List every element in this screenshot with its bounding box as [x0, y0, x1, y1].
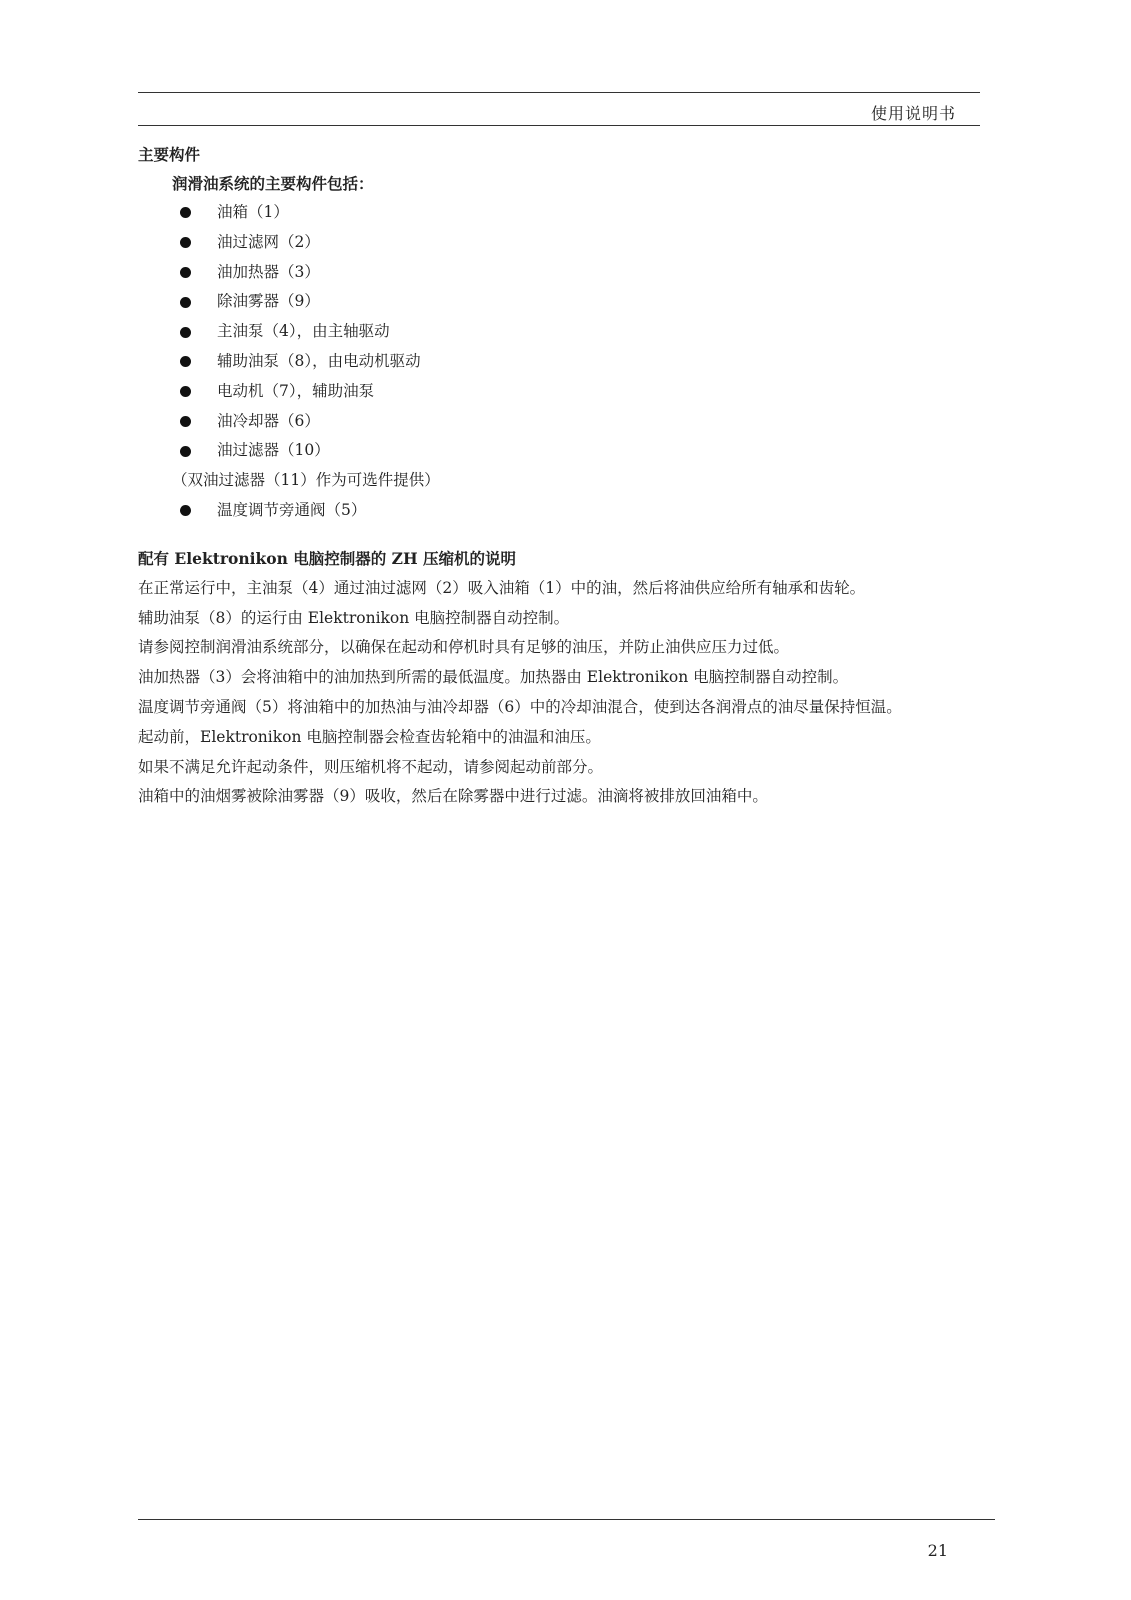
list-item: [138, 258, 998, 288]
list-item-text: 油加热器（3）: [217, 262, 320, 281]
list-item: [138, 198, 998, 228]
list-item-text: 油箱（1）: [217, 203, 289, 221]
list-item: [138, 317, 998, 347]
paragraph: 辅助油泵（8）的运行由 Elektronikon 电脑控制器自动控制。: [138, 608, 570, 627]
list-item-text: 油过滤器（10）: [217, 441, 330, 460]
bullet-icon: [180, 327, 191, 338]
list-item: [138, 436, 998, 466]
header-title: 使用说明书: [870, 104, 956, 123]
list-item-text: 辅助油泵（8），由电动机驱动: [217, 351, 421, 370]
header-bottom-rule: [138, 125, 980, 126]
list-item: [138, 377, 998, 407]
bullet-icon: [180, 505, 191, 516]
page-number: 21: [927, 1541, 948, 1560]
section-title-description: 配有 Elektronikon 电脑控制器的 ZH 压缩机的说明: [138, 548, 517, 568]
list-item: [138, 407, 998, 437]
list-item: [138, 347, 998, 377]
description-section: [138, 544, 998, 812]
bullet-icon: [180, 267, 191, 278]
list-item-text: 油过滤网（2）: [217, 232, 320, 251]
paragraph: 油箱中的油烟雾被除油雾器（9）吸收，然后在除雾器中进行过滤。油滴将被排放回油箱中。: [138, 787, 768, 806]
list-item: [138, 496, 998, 526]
list-item-text: 电动机（7），辅助油泵: [217, 381, 375, 400]
paragraph: 温度调节旁通阀（5）将油箱中的加热油与油冷却器（6）中的冷却油混合，使到达各润滑点的油尽量保持恒温。: [138, 697, 902, 716]
list-item-text: 主油泵（4），由主轴驱动: [217, 322, 390, 341]
list-item-text: 温度调节旁通阀（5）: [217, 500, 367, 519]
bullet-icon: [180, 297, 191, 308]
components-list: [138, 198, 998, 526]
paragraph: 油加热器（3）会将油箱中的油加热到所需的最低温度。加热器由 Elektronikon 电脑控制器自动控制。: [138, 668, 849, 687]
header-top-rule: [138, 92, 980, 93]
bullet-icon: [180, 446, 191, 457]
bullet-icon: [180, 207, 191, 218]
paragraph: 请参阅控制润滑油系统部分，以确保在起动和停机时具有足够的油压，并防止油供应压力过低。: [138, 638, 790, 657]
list-item-text: 油冷却器（6）: [217, 411, 320, 430]
section-title-main-components: 主要构件: [138, 145, 201, 164]
list-item-text: 除油雾器（9）: [217, 292, 320, 311]
footer-rule: [138, 1519, 995, 1520]
components-intro: 润滑油系统的主要构件包括：: [172, 174, 374, 193]
bullet-icon: [180, 237, 191, 248]
paragraph: 起动前，Elektronikon 电脑控制器会检查齿轮箱中的油温和油压。: [138, 727, 601, 746]
optional-filter-note: （双油过滤器（11）作为可选件提供）: [172, 471, 440, 490]
bullet-icon: [180, 386, 191, 397]
bullet-icon: [180, 416, 191, 427]
paragraph: 如果不满足允许起动条件，则压缩机将不起动，请参阅起动前部分。: [138, 757, 604, 776]
page-content: [138, 141, 998, 812]
bullet-icon: [180, 356, 191, 367]
list-item: [138, 287, 998, 317]
paragraph: 在正常运行中，主油泵（4）通过油过滤网（2）吸入油箱（1）中的油，然后将油供应给所有轴承和齿轮。: [138, 578, 866, 597]
list-item: [138, 228, 998, 258]
